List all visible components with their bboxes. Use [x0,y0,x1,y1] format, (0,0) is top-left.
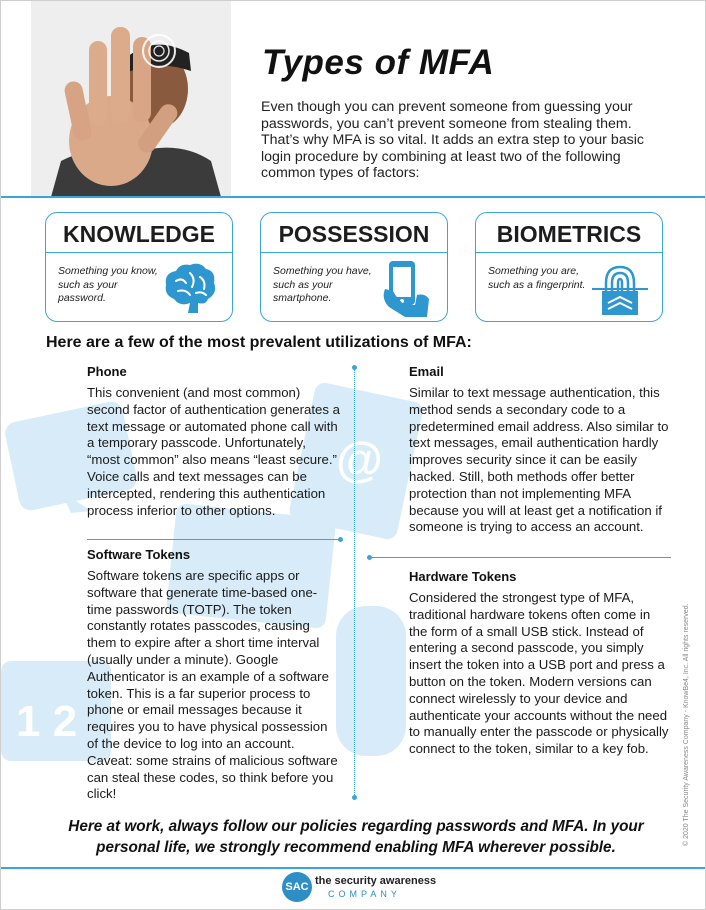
section-body: This convenient (and most common) second factor of authentication generates a text message or automated phone call with a temporary passcode. Unfortunately, “most common” also means “least secure.” Voice calls and text messages can be intercepted, rendering this authentication process inferior to other options. [87,385,340,518]
copyright-notice: © 2020 The Security Awareness Company - KnowBe4, Inc. All rights reserved. [683,603,690,846]
fingerprint-scan-icon [590,259,650,317]
section-title: Software Tokens [87,547,191,562]
factor-card-biometrics [475,212,663,322]
company-logo [282,872,437,904]
factor-description: Something you have, such as your smartphone. [273,265,372,304]
factor-title: BIOMETRICS [476,213,662,253]
divider-dot [367,555,372,560]
intro-paragraph: Even though you can prevent someone from guessing your passwords, you can’t prevent someone from stealing them. That’s why MFA is so vital. It adds an extra step to your basic login procedure by combining at least two of the following common types of factors: [261,99,644,182]
section-title: Email [409,364,444,379]
factor-title: KNOWLEDGE [46,213,232,253]
page-title: Types of MFA [262,43,495,82]
footer-divider [1,867,706,869]
column-divider [354,367,355,797]
header-divider [1,196,706,198]
logo-text-secondary: COMPANY [328,889,401,899]
section-body: Software tokens are specific apps or software that generate time-based one-time passwords (TOTP). The token constantly rotates passcodes, causing them to expire after a short time interval (usually under a minute). Google Authenticator is an example of a software token. This is a far superior process to phone or email messages because it requires you to have physical possession of the device to log into an account. Caveat: some strains of malicious software can steal these codes, so think before you click! [87,568,338,802]
section-hardware-tokens [409,569,671,758]
section-divider [369,557,671,558]
utilizations-heading: Here are a few of the most prevalent utilizations of MFA: [46,334,472,351]
factor-description: Something you are, such as a fingerprint. [488,265,586,291]
section-title: Phone [87,364,127,379]
factor-card-knowledge [45,212,233,322]
section-title: Hardware Tokens [409,569,517,584]
section-phone [87,364,342,519]
section-body: Considered the strongest type of MFA, traditional hardware tokens often come in the form of a small USB stick. Instead of entering a second passcode, you simply insert the token into a USB port and press a button on the token. Modern versions can connect wirelessly to your device and authenticate your accounts without the need to manually enter the passcode or physically connect to the token, similar to a key fob. [409,590,669,757]
logo-mark: SAC [282,872,312,902]
factor-card-possession [260,212,448,322]
logo-text-primary: the security awareness [315,875,437,887]
section-body: Similar to text message authentication, this method sends a secondary code to a predetermined email address. Also similar to text messages, email authentication hardly improves security since it can be easily hacked. Still, both methods offer better protection than not implementing MFA because you will at least get a notification if someone is trying to access an account. [409,385,669,535]
section-divider [87,539,342,540]
smartphone-hand-icon [375,259,435,317]
section-software-tokens [87,547,342,803]
section-email [409,364,671,536]
hero-photo [31,1,231,197]
svg-text:@: @ [336,434,383,487]
divider-dot [352,795,357,800]
divider-dot [352,365,357,370]
divider-dot [338,537,343,542]
factor-description: Something you know, such as your password. [58,265,158,304]
svg-text:1 2: 1 2 [16,697,78,746]
factor-title: POSSESSION [261,213,447,253]
brain-icon [160,259,220,317]
closing-statement: Here at work, always follow our policies regarding passwords and MFA. In your personal life, we strongly recommend enabling MFA wherever possible. [68,818,644,856]
